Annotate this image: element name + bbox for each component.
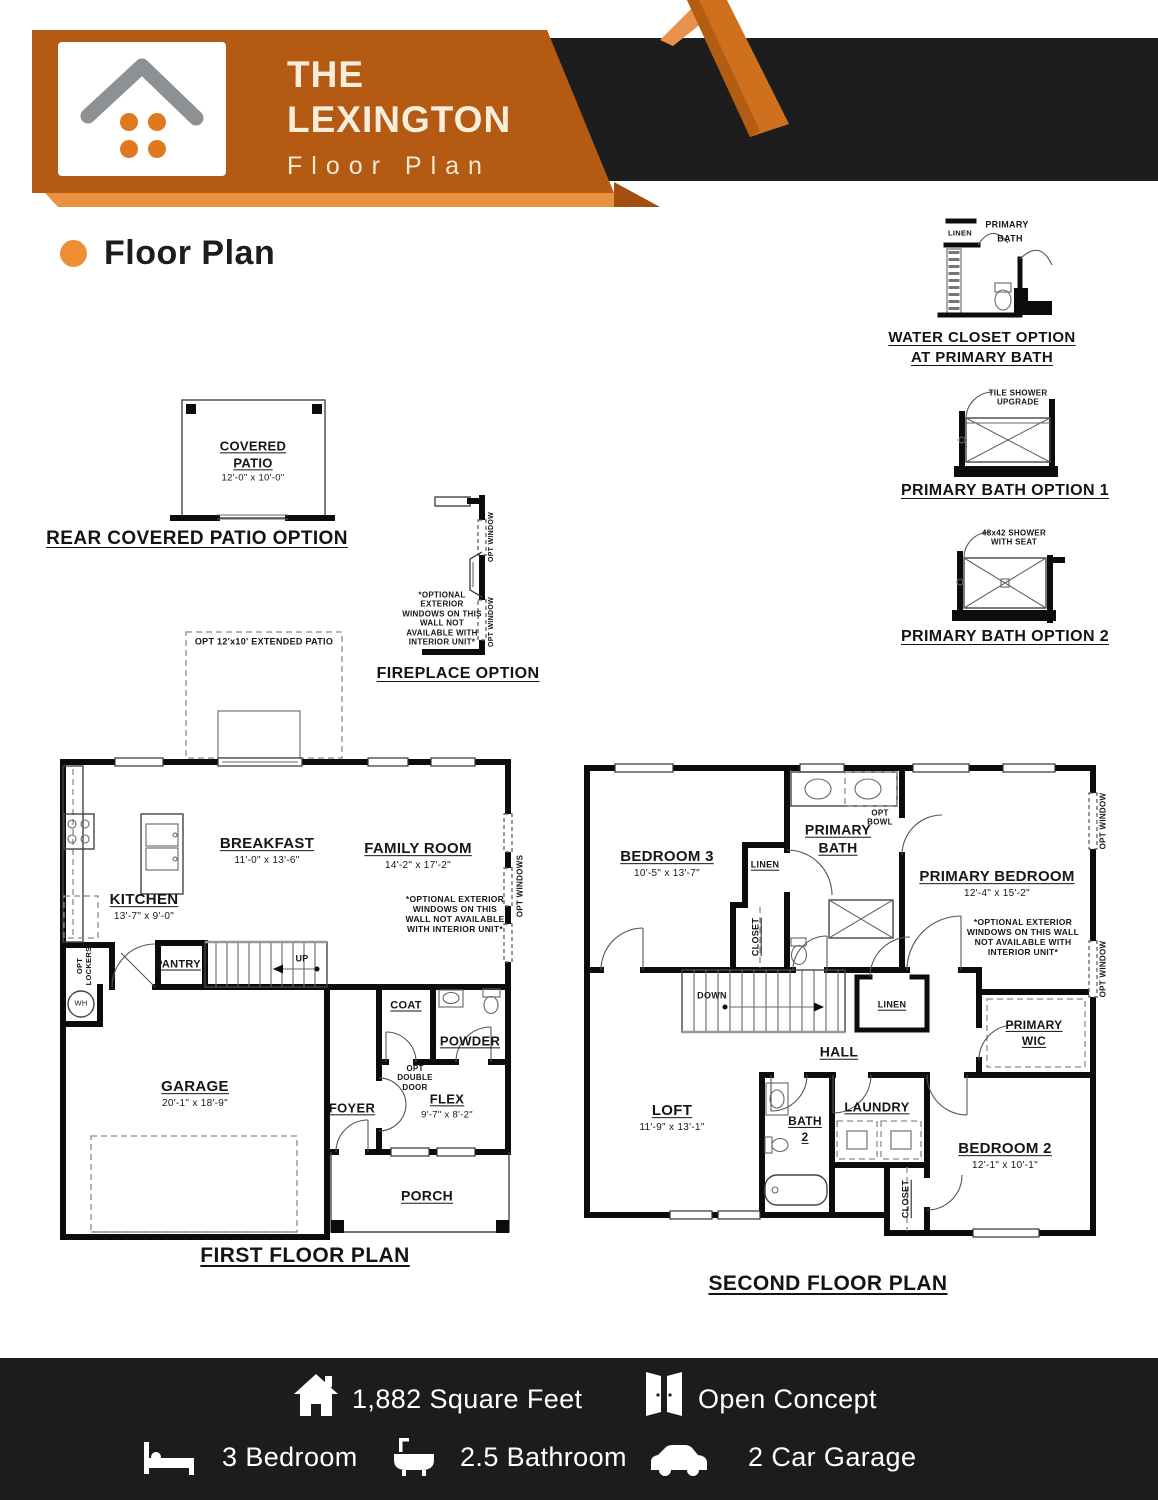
- room-dims-flex: 9'-7" x 8'-2": [421, 1109, 473, 1121]
- primary-bath-option2-figure: [900, 520, 1158, 655]
- header-banner: [0, 0, 1158, 215]
- up-label: UP: [295, 953, 309, 964]
- opt-window-label-2: OPT WINDOW: [1098, 940, 1108, 998]
- room-dims-loft: 11'-9" x 13'-1": [639, 1122, 705, 1134]
- second-floor-window-note: *OPTIONAL EXTERIOR WINDOWS ON THIS WALL NOT AVAILABLE WITH INTERIOR UNIT*: [966, 916, 1080, 958]
- room-label-flex: FLEX: [429, 1091, 465, 1107]
- room-label-breakfast: BREAKFAST: [219, 835, 315, 853]
- room-dims-kitchen: 13'-7" x 9'-0": [113, 911, 175, 923]
- linen-label: LINEN: [948, 228, 972, 238]
- primary-bath-label-line2: BATH: [997, 233, 1023, 244]
- room-label-linen1: LINEN: [750, 859, 780, 870]
- water-closet-option-drawing: [900, 213, 1158, 327]
- covered-patio-label-line2: PATIO: [233, 455, 273, 471]
- open-doors-icon: [638, 1370, 690, 1418]
- section-heading-text: Floor Plan: [104, 234, 276, 272]
- water-closet-option-figure: [888, 213, 1158, 378]
- room-label-bath2-l1: BATH: [788, 1113, 822, 1128]
- bathtub-icon: [390, 1436, 438, 1480]
- room-label-bedroom2: BEDROOM 2: [958, 1140, 1052, 1158]
- tile-shower-upgrade-note: TILE SHOWER UPGRADE: [988, 388, 1048, 407]
- first-floor-caption: FIRST FLOOR PLAN: [200, 1244, 410, 1267]
- room-label-foyer: FOYER: [328, 1100, 376, 1116]
- rear-patio-option-figure: [35, 388, 365, 558]
- flyer-title: [287, 52, 511, 182]
- opt-windows-label: OPT WINDOWS: [515, 854, 525, 918]
- opt-double-door-label: OPT DOUBLE DOOR: [397, 1063, 433, 1092]
- fireplace-caption: FIREPLACE OPTION: [376, 665, 540, 682]
- room-label-garage: GARAGE: [161, 1078, 229, 1096]
- second-floor-caption: SECOND FLOOR PLAN: [708, 1272, 948, 1295]
- room-label-family: FAMILY ROOM: [364, 840, 472, 858]
- feature-square-feet: 1,882 Square Feet: [352, 1384, 583, 1414]
- room-label-wic-l2: WIC: [1021, 1033, 1047, 1048]
- room-dims-primary-bedroom: 12'-4" x 15'-2": [963, 888, 1031, 900]
- opt-window-label-upper: OPT WINDOW: [487, 511, 495, 563]
- primary-bath-option1-figure: [900, 378, 1158, 508]
- covered-patio-dims: 12'-0" x 10'-0": [221, 472, 285, 484]
- room-label-bath2-l2: 2: [801, 1129, 809, 1144]
- logo: [58, 42, 226, 176]
- feature-open-concept: Open Concept: [698, 1384, 877, 1414]
- feature-garage: 2 Car Garage: [748, 1442, 917, 1472]
- room-label-primary-bath-l1: PRIMARY: [804, 821, 872, 838]
- rear-patio-option-drawing: [35, 388, 365, 526]
- room-label-linen2: LINEN: [877, 999, 907, 1010]
- footer-feature-bar: [0, 1358, 1158, 1500]
- room-label-primary-bath-l2: BATH: [818, 839, 858, 856]
- rear-patio-caption: REAR COVERED PATIO OPTION: [46, 528, 348, 549]
- water-closet-caption-line1: WATER CLOSET OPTION: [888, 329, 1076, 346]
- first-floor-plan-figure: [55, 628, 525, 1278]
- room-label-coat: COAT: [390, 999, 422, 1012]
- room-dims-garage: 20'-1" x 18'-9": [161, 1098, 229, 1110]
- feature-bedrooms: 3 Bedroom: [222, 1442, 358, 1472]
- room-label-wic-l1: PRIMARY: [1005, 1017, 1063, 1032]
- section-heading: [60, 234, 275, 273]
- room-label-closet2: CLOSET: [900, 1179, 911, 1219]
- opt-window-label-1: OPT WINDOW: [1098, 792, 1108, 850]
- room-label-closet1: CLOSET: [750, 917, 761, 957]
- primary-bath-option2-caption: PRIMARY BATH OPTION 2: [900, 628, 1110, 645]
- title-line-1: THE: [287, 54, 364, 95]
- banner-bottom-strip: [45, 193, 648, 207]
- house-logo-icon: [58, 42, 226, 176]
- primary-bath-option1-caption: PRIMARY BATH OPTION 1: [900, 482, 1110, 499]
- room-label-hall: HALL: [819, 1043, 859, 1060]
- room-label-bedroom3: BEDROOM 3: [620, 848, 714, 866]
- banner-strip-shadow: [614, 182, 660, 207]
- water-closet-caption-line2: AT PRIMARY BATH: [910, 349, 1054, 366]
- first-floor-window-note: *OPTIONAL EXTERIOR WINDOWS ON THIS WALL NOT AVAILABLE WITH INTERIOR UNIT*: [405, 893, 505, 935]
- room-label-porch: PORCH: [400, 1187, 454, 1204]
- opt-window-label-lower: OPT WINDOW: [487, 596, 495, 648]
- room-label-pantry: PANTRY: [155, 958, 201, 971]
- room-dims-family: 14'-2" x 17'-2": [384, 860, 452, 872]
- room-dims-breakfast: 11'-0" x 13'-6": [234, 855, 300, 867]
- covered-patio-label-line1: COVERED: [219, 438, 287, 454]
- room-label-loft: LOFT: [651, 1102, 693, 1120]
- opt-bowl-label: OPT BOWL: [867, 808, 893, 827]
- down-label: DOWN: [697, 990, 727, 1001]
- room-label-powder: POWDER: [439, 1033, 501, 1049]
- title-subtitle: Floor Plan: [287, 152, 491, 181]
- room-label-laundry: LAUNDRY: [844, 1099, 910, 1115]
- car-icon: [648, 1438, 710, 1478]
- extended-patio-label: OPT 12'x10' EXTENDED PATIO: [194, 636, 334, 647]
- room-dims-bedroom2: 12'-1" x 10'-1": [971, 1160, 1039, 1172]
- shower-with-seat-note: 48x42 SHOWER WITH SEAT: [981, 528, 1047, 547]
- room-label-kitchen: KITCHEN: [109, 891, 179, 909]
- opt-lockers-label: OPT LOCKERS: [75, 946, 93, 986]
- house-icon: [292, 1372, 340, 1418]
- second-floor-plan-figure: [575, 755, 1115, 1305]
- orange-bullet-icon: [60, 240, 87, 267]
- wh-label: WH: [74, 998, 88, 1008]
- room-dims-bedroom3: 10'-5" x 13'-7": [633, 868, 701, 880]
- primary-bath-label-line1: PRIMARY: [985, 219, 1029, 230]
- title-line-2: LEXINGTON: [287, 99, 512, 141]
- header-dark-band: [520, 38, 1158, 181]
- fireplace-window-note: *OPTIONAL EXTERIOR WINDOWS ON THIS WALL NOT AVAILABLE WITH INTERIOR UNIT*: [402, 590, 482, 647]
- room-label-primary-bedroom: PRIMARY BEDROOM: [919, 868, 1075, 886]
- feature-bathrooms: 2.5 Bathroom: [460, 1442, 627, 1472]
- bed-icon: [142, 1440, 196, 1478]
